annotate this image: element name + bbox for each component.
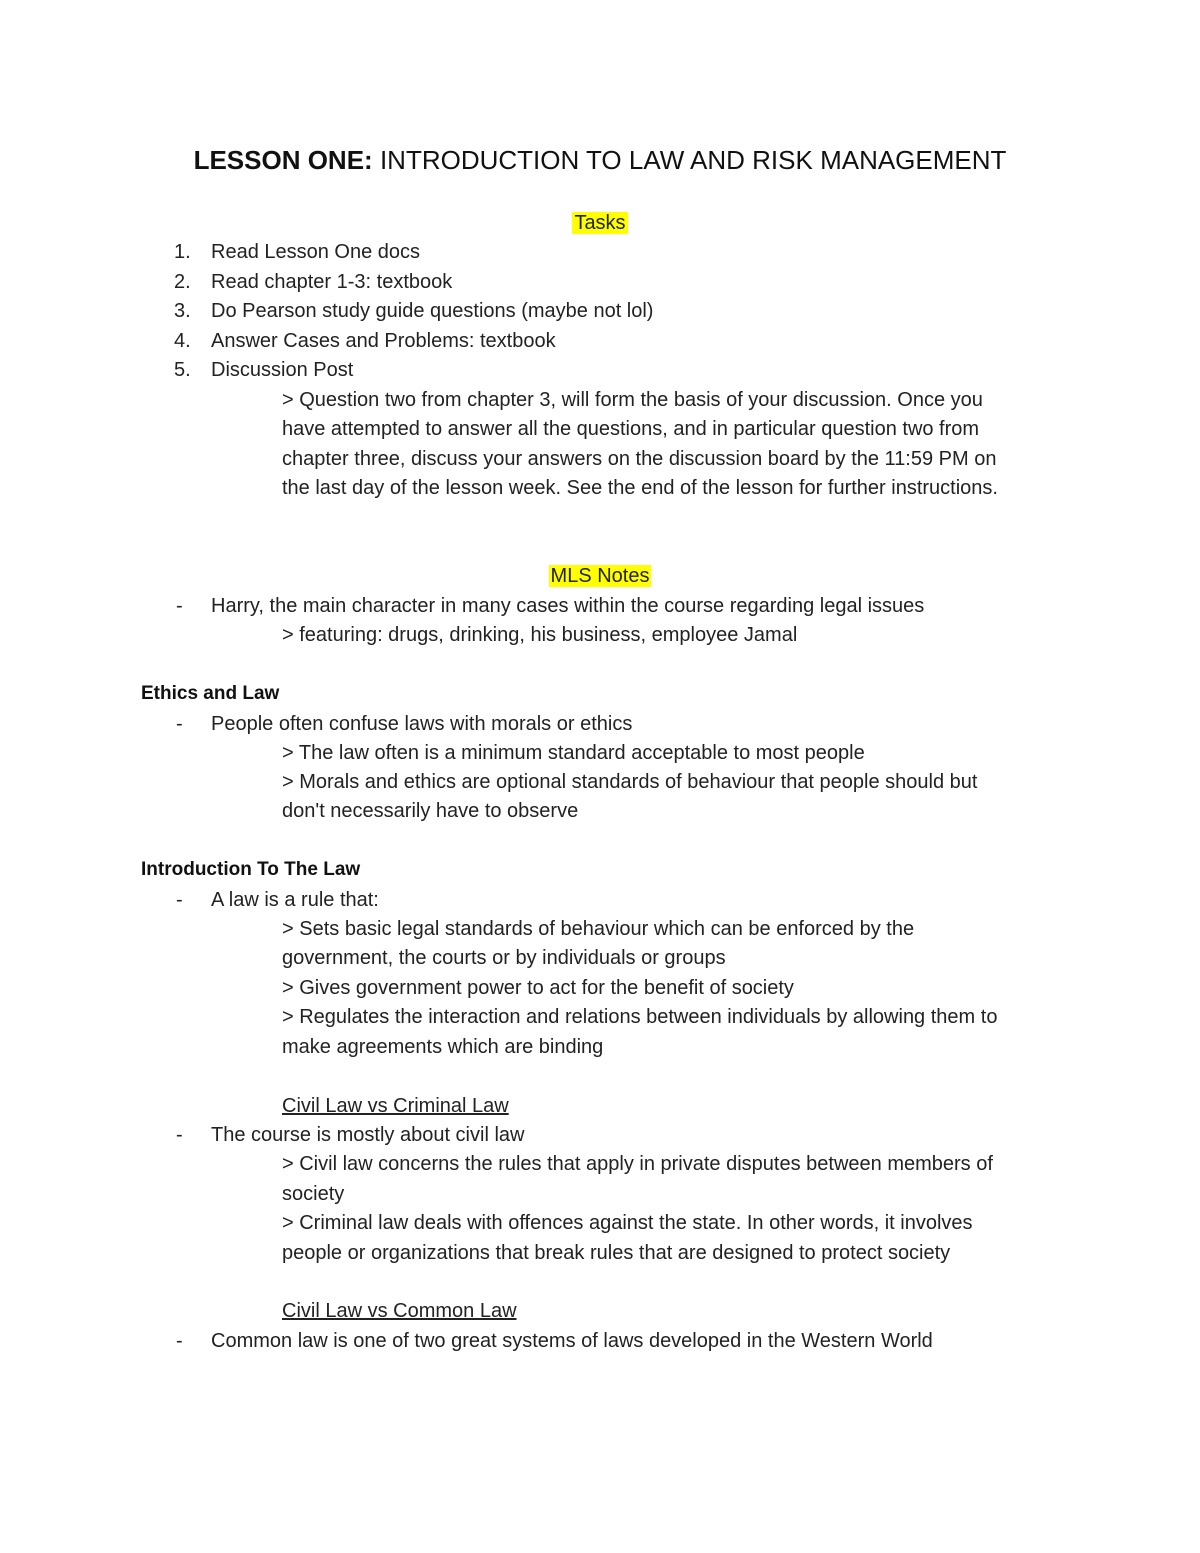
ethics-bullet: People often confuse laws with morals or ethics [211,713,633,735]
task-item: Answer Cases and Problems: textbook [211,330,556,352]
task-number: 3. [174,300,191,322]
bullet-dash: - [176,713,183,735]
civil-criminal-sub: people or organizations that break rules that are designed to protect society [282,1242,951,1264]
civil-criminal-bullet: The course is mostly about civil law [211,1124,525,1146]
title-bold: LESSON ONE: [193,145,373,175]
civil-criminal-sub: society [282,1183,345,1205]
subheading-civil-criminal: Civil Law vs Criminal Law [282,1095,509,1117]
title-rest: INTRODUCTION TO LAW AND RISK MANAGEMENT [372,145,1007,175]
section-heading-ethics: Ethics and Law [141,683,280,704]
ethics-sub: > The law often is a minimum standard acceptable to most people [282,742,865,764]
civil-criminal-sub: > Criminal law deals with offences against the state. In other words, it involves [282,1212,973,1234]
subheading-civil-common: Civil Law vs Common Law [282,1300,517,1322]
tasks-heading: Tasks [574,212,626,234]
bullet-dash: - [176,1124,183,1146]
page-title [0,144,1200,176]
ethics-sub: don't necessarily have to observe [282,800,579,822]
discussion-line: have attempted to answer all the questions, and in particular question two from [282,418,980,440]
task-item: Read chapter 1-3: textbook [211,271,453,293]
task-item: Discussion Post [211,359,354,381]
bullet-dash: - [176,1330,183,1352]
ethics-sub: > Morals and ethics are optional standards of behaviour that people should but [282,771,978,793]
discussion-line: the last day of the lesson week. See the end of the lesson for further instructions. [282,477,998,499]
task-number: 4. [174,330,191,352]
civil-common-bullet: Common law is one of two great systems of laws developed in the Western World [211,1330,933,1352]
civil-criminal-sub: > Civil law concerns the rules that apply in private disputes between members of [282,1153,993,1175]
bullet-dash: - [176,595,183,617]
mls-bullet: Harry, the main character in many cases within the course regarding legal issues [211,595,925,617]
intro-sub: make agreements which are binding [282,1036,604,1058]
section-heading-intro: Introduction To The Law [141,859,361,880]
task-number: 2. [174,271,191,293]
task-number: 5. [174,359,191,381]
intro-sub: > Regulates the interaction and relations between individuals by allowing them to [282,1006,998,1028]
intro-sub: > Sets basic legal standards of behaviour which can be enforced by the [282,918,915,940]
intro-sub: government, the courts or by individuals or groups [282,947,726,969]
mls-sub: > featuring: drugs, drinking, his business, employee Jamal [282,624,798,646]
discussion-line: chapter three, discuss your answers on the discussion board by the 11:59 PM on [282,448,997,470]
discussion-line: > Question two from chapter 3, will form the basis of your discussion. Once you [282,389,983,411]
task-number: 1. [174,241,191,263]
bullet-dash: - [176,889,183,911]
task-item: Do Pearson study guide questions (maybe not lol) [211,300,654,322]
intro-bullet: A law is a rule that: [211,889,379,911]
intro-sub: > Gives government power to act for the benefit of society [282,977,794,999]
mls-notes-heading: MLS Notes [550,565,650,587]
task-item: Read Lesson One docs [211,241,421,263]
